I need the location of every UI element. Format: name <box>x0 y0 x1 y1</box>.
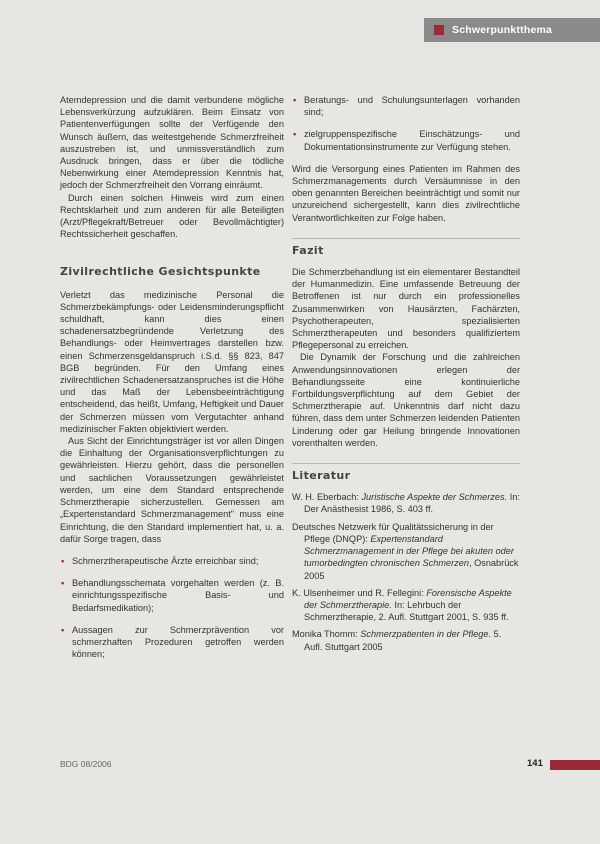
section-label: Schwerpunktthema <box>452 24 553 36</box>
list-item <box>60 555 284 567</box>
list-item-text: zielgruppenspezifische Einschätzungs- und Dokumentationsinstrumente zur Verfügung stehen. <box>304 129 520 152</box>
list-item-text: Schmerztherapeutische Ärzte erreichbar sind; <box>72 555 259 566</box>
reference-item: W. H. Eberbach: Juristische Aspekte der Schmerzes. In: Der Anästhesist 1986, S. 403 ff. <box>292 492 520 515</box>
list-item-text: Behandlungsschemata vorgehalten werden (z. B. einrichtungsspezifische Basis- und Bedarfsmedikation); <box>72 578 284 613</box>
page-number: 141 <box>527 758 543 769</box>
page-footer <box>60 758 600 772</box>
list-item <box>60 624 284 661</box>
body-paragraph: Die Dynamik der Forschung und die zahlreichen Anwendungsinnovationen erlegen der Behandlungsseite eine kontinuierliche Fortbildungsverpflichtung auf dem Gebiet der Schmerztherapie auf. Unkenntnis darf nicht dazu führen, dass dem unter Schmerzen leidenden Patienten Linderung oder gar Heilung bringende Innovationen vorenthalten werden. <box>292 352 520 448</box>
body-paragraph: Die Schmerzbehandlung ist ein elementarer Bestandteil der Humanmedizin. Eine umfassende Betreuung der Betroffenen ist nur durch ein professionelles Zusammenwirken von Hausärzten, Fachärzten, Psychotherapeuten, spezialisierten Schmerztherapeuten und besonders qualifiziertem Pflegepersonal zu erreichen. <box>292 267 520 351</box>
bullet-icon: • <box>293 95 297 105</box>
reference-item: Deutsches Netzwerk für Qualitätssicherung in der Pflege (DNQP): Expertenstandard Schmerzmanagement in der Pflege bei akuten oder tumorbedingten chronischen Schmerzen, Osnabrück 2005 <box>292 521 519 581</box>
bullet-list <box>60 555 284 660</box>
body-paragraph: Aus Sicht der Einrichtungsträger ist vor allen Dingen die Einhaltung der Organisationsverpflichtungen zu gewährleisten. Hierzu gehört, dass die personellen und sachlichen Voraussetzungen gewährleistet werden, um eine dem Standard entsprechende Schmerztherapie sicherzustellen. Gemessen am „Expertenstandard Schmerzmanagement" muss eine Einrichtung, die den Standard implementiert hat, u. a. dafür Sorge tragen, dass <box>60 436 284 544</box>
list-item-text: Aussagen zur Schmerzprävention vor schmerzhaften Prozeduren getroffen werden können; <box>72 624 284 660</box>
square-marker-icon <box>434 25 444 35</box>
bullet-icon: • <box>61 555 65 566</box>
body-paragraph: Atemdepression und die damit verbundene mögliche Lebensverkürzung aufzuklären. Beim Einsatz von Patientenverfügungen sollte der Verfügende den Wunsch äußern, das weitestgehende Schmerzfreiheit auszustreben ist, und unmissverständlich zum Ausdruck bringen, dass er über die tödliche Nebenwirkung einer Atemdepression Kenntnis hat, jedoch der Schmerzfreiheit den Vorrang einräumt. <box>60 95 284 191</box>
publication-source: BDG 08/2006 <box>60 759 112 769</box>
section-header-bar <box>424 18 600 42</box>
section-heading: Zivilrechtliche Gesichtspunkte <box>60 265 261 279</box>
reference-item: K. Ulsenheimer und R. Fellegini: Forensische Aspekte der Schmerztherapie. In: Lehrbuch der Schmerztherapie, 2. Aufl. Stuttgart 2001, S. 935 ff. <box>292 587 512 623</box>
bullet-icon: • <box>61 624 65 635</box>
right-column <box>292 94 520 653</box>
reference-item: Monika Thomm: Schmerzpatienten in der Pflege. 5. Aufl. Stuttgart 2005 <box>292 629 502 652</box>
bullet-list <box>292 94 520 153</box>
section-heading: Fazit <box>292 243 324 257</box>
body-paragraph: Wird die Versorgung eines Patienten im Rahmen des Schmerzmanagements durch Versäumnisse in den oben genannten Bereichen beeinträchtigt und somit nur unzureichend sichergestellt, kann dies zivilrechtliche Verantwortlichkeiten zur Folge haben. <box>292 163 520 223</box>
footer-accent-bar <box>550 760 600 770</box>
body-paragraph: Durch einen solchen Hinweis wird zum einen Rechtsklarheit und zum anderen für alle Beteiligten (Arzt/Pflegekraft/Betreuer oder Bevollmächtigter) Rechtssicherheit geschaffen. <box>60 192 284 240</box>
bullet-icon: • <box>61 578 65 589</box>
body-paragraph: Verletzt das medizinische Personal die Schmerzbekämpfungs- oder Leidensminderungspflicht schuldhaft, kann dies einen schadenersatzbegründende Verletzung des Behandlungs- oder Heimvertrages darstellen bzw. einen Schmerzensgeldanspruch i.S.d. §§ 823, 847 BGB begründen. Für den Umfang eines zivilrechtlichen Schadenersatzanspruches ist die Höhe und das Maß der Lebensbeeinträchtigung entscheidend, das heißt, Umfang, Heftigkeit und Dauer der Schmerzen müssen vom Vergutachter anhand medizinischer Fakten objektiviert werden. <box>60 289 284 434</box>
list-item <box>60 577 284 614</box>
list-item <box>292 94 520 118</box>
reference-list <box>292 491 520 652</box>
section-heading: Literatur <box>292 469 351 483</box>
list-item <box>292 128 520 152</box>
left-column <box>60 94 284 660</box>
list-item-text: Beratungs- und Schulungsunterlagen vorhanden sind; <box>304 95 520 118</box>
bullet-icon: • <box>293 129 297 140</box>
